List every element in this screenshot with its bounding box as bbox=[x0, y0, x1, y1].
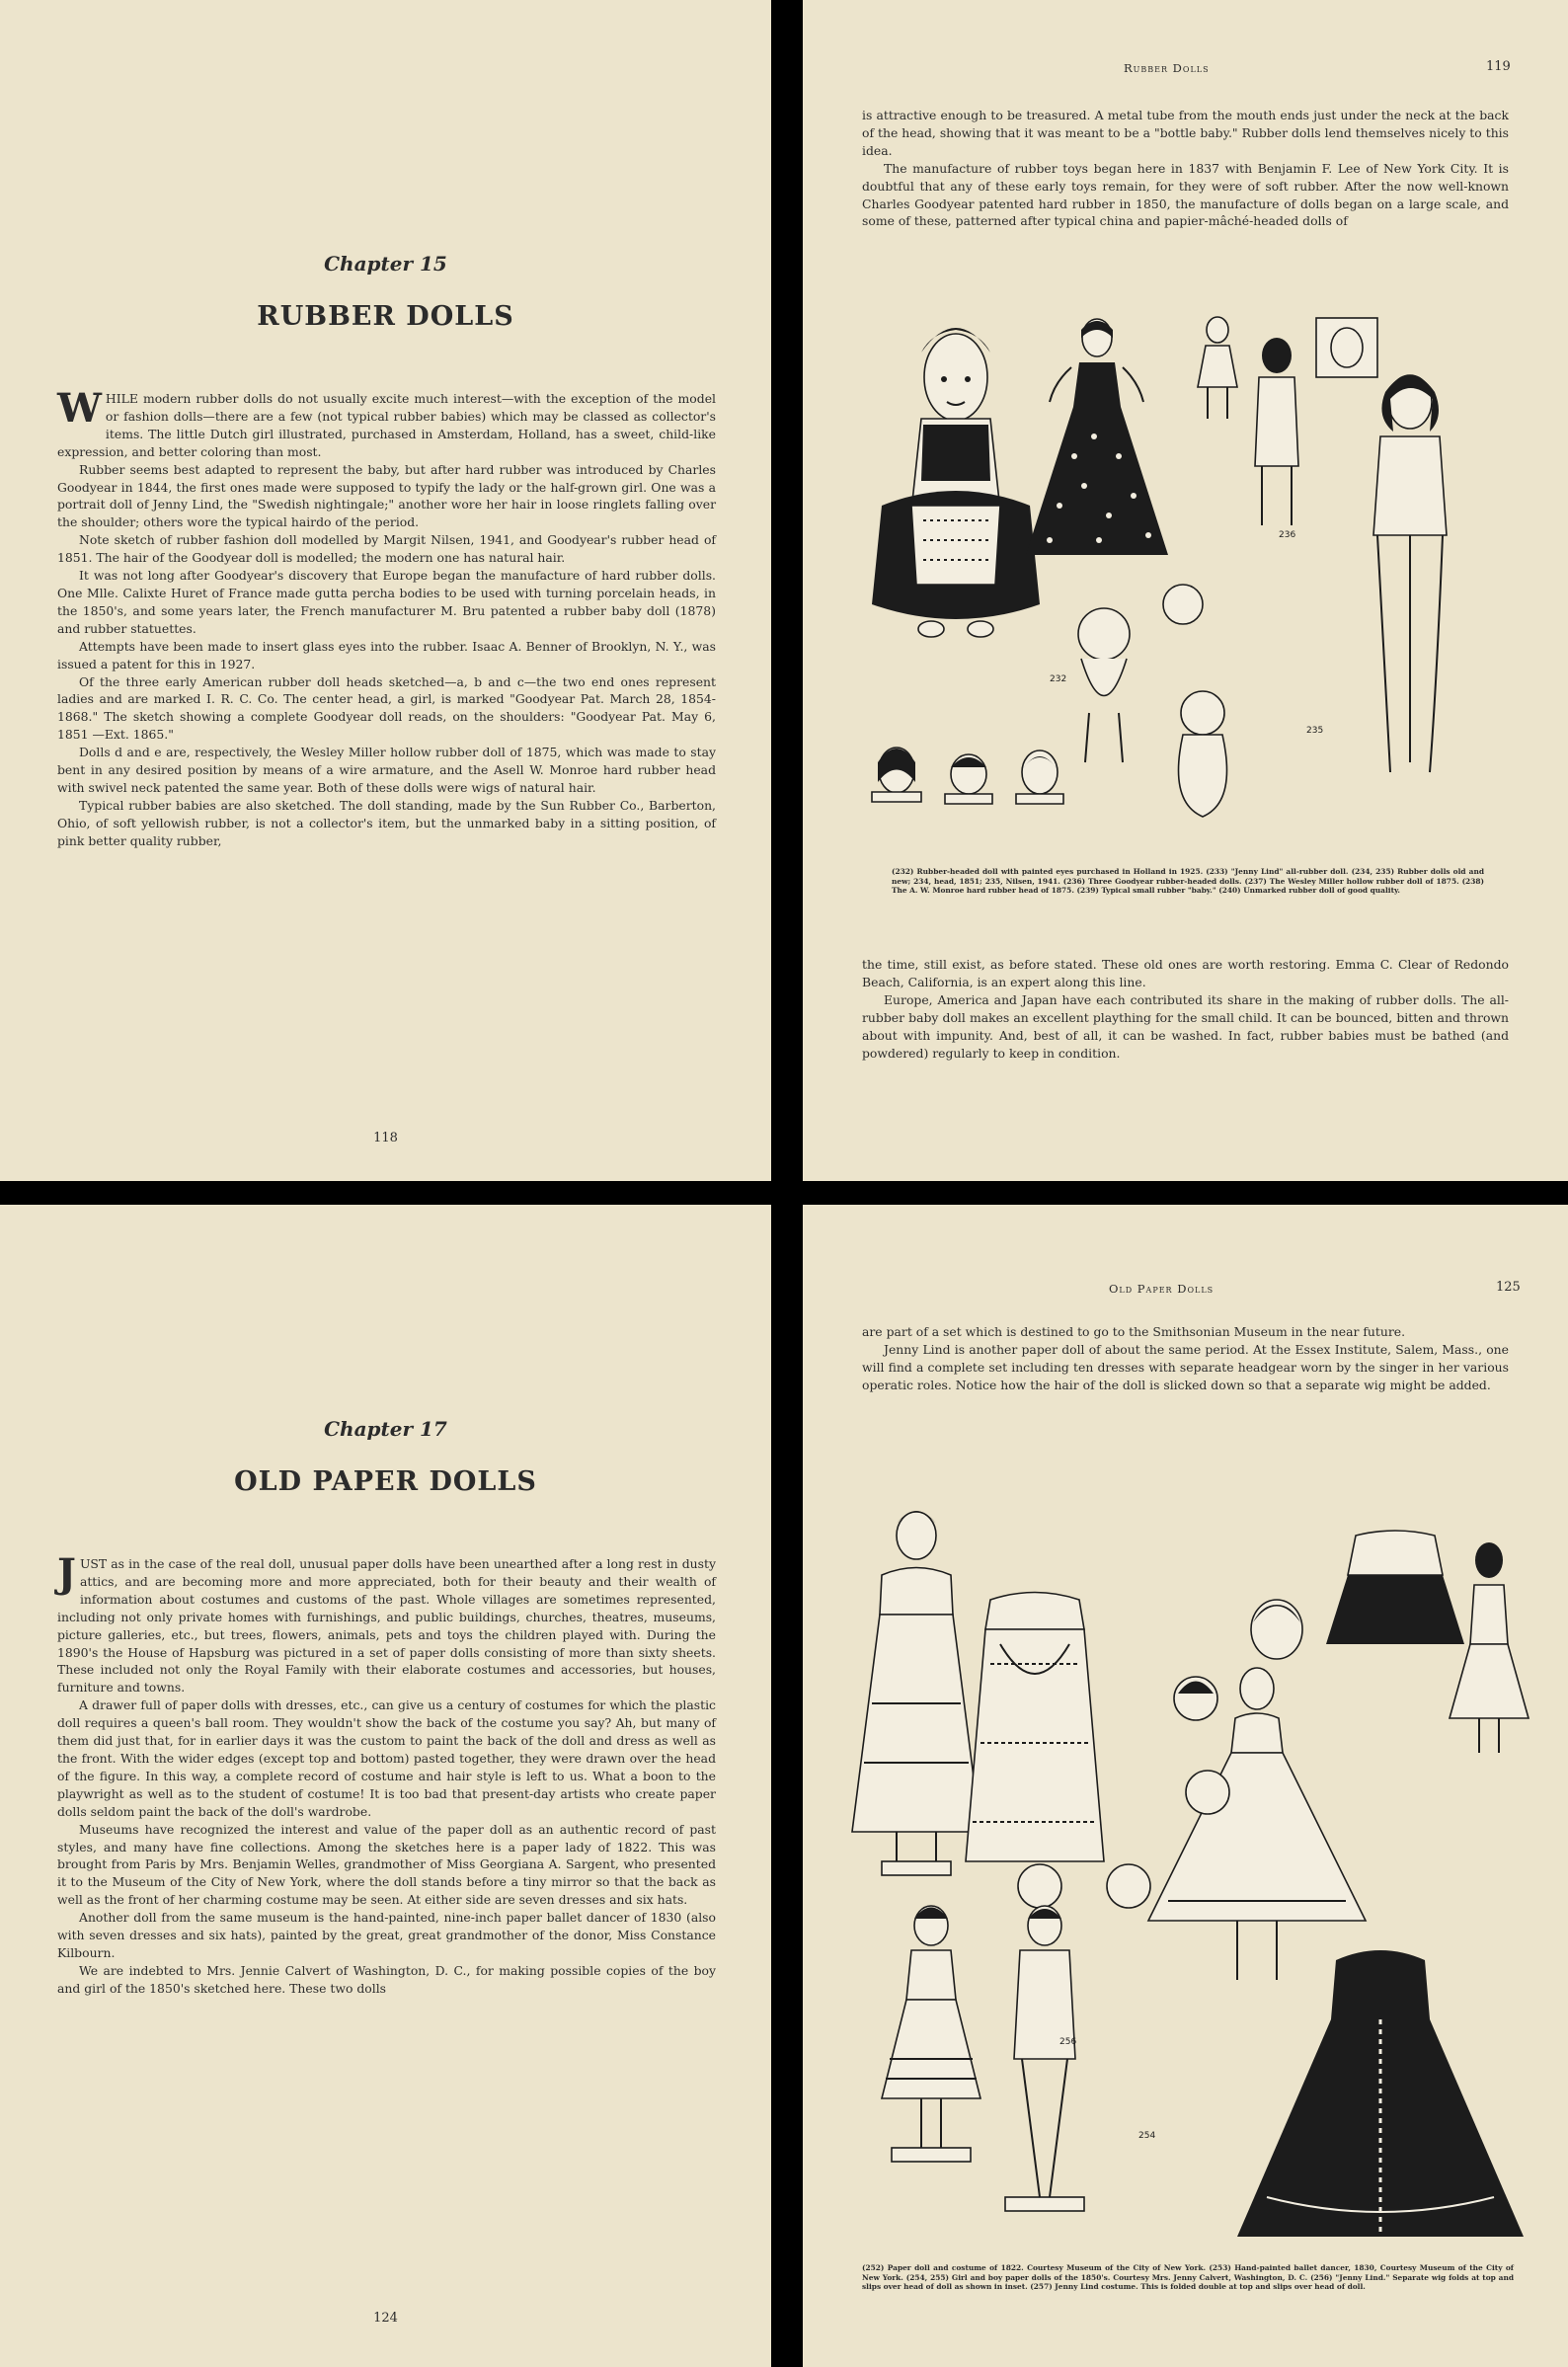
page-number: 125 bbox=[1496, 1280, 1521, 1295]
body-text-bottom bbox=[862, 956, 1509, 1062]
body-text bbox=[57, 385, 716, 850]
paper-lady-1822 bbox=[852, 1511, 980, 1875]
paper-dolls-illustration bbox=[842, 1506, 1533, 2256]
figure-caption: (232) Rubber-headed doll with painted eyes purchased in Holland in 1925. (233) "Jenny Lind" all-rubber doll. (234, 235) Rubber dolls old and new; 234, head, 1851; 235, Nilsen, 1941. (236) Three Goodyear rubber-headed dolls. (237) The Wesley Miller hollow rubber doll of 1875. (238) The A. W. Monroe hard rubber head of 1875. (239) Typical small rubber "baby." (240) Unmarked rubber doll of good quality. bbox=[892, 867, 1484, 896]
girl-paper-doll-1850 bbox=[882, 1906, 980, 2162]
paragraph: Typical rubber babies are also sketched. The doll standing, made by the Sun Rubber Co., Barberton, Ohio, of soft yellowish rubber, is not a collector's item, but the unmarked baby in a sitting position, of pink better quality rubber, bbox=[57, 797, 716, 848]
paragraph: is attractive enough to be treasured. A metal tube from the mouth ends just under the neck at the back of the head, showing that it was meant to be a "bottle baby." Rubber dolls lend themselves nicely to this idea. bbox=[862, 108, 1509, 158]
body-text-top bbox=[862, 1323, 1509, 1394]
three-goodyear-heads bbox=[872, 748, 1063, 804]
rubber-dolls-illustration bbox=[852, 308, 1524, 851]
figure-caption: (252) Paper doll and costume of 1822. Courtesy Museum of the City of New York. (253) Hand-painted ballet dancer, 1830, Courtesy Museum of the City of New York. (254, 255) Girl and boy paper dolls of the 1850's. Courtesy Mrs. Jenny Calvert, Washington, D. C. (256) "Jenny Lind." Separate wig folds at top and slips over head of doll as shown in inset. (257) Jenny Lind costume. This is folded double at top and slips over head of doll. bbox=[862, 2263, 1514, 2292]
paragraph: It was not long after Goodyear's discovery that Europe began the manufacture of hard rubber dolls. One Mlle. Calixte Huret of France made gutta percha bodies to be used with turning porcelain heads, in the 1850's, and some years later, the French manufacturer M. Bru patented a rubber baby doll (1878) and rubber statuettes. bbox=[57, 568, 716, 636]
paragraph: We are indebted to Mrs. Jennie Calvert of Washington, D. C., for making possible copies of the boy and girl of the 1850's sketched here. These two dolls bbox=[57, 1962, 716, 1996]
chapter-label: Chapter 15 bbox=[324, 252, 447, 276]
chapter-title: RUBBER DOLLS bbox=[257, 301, 514, 332]
paragraph: JUST as in the case of the real doll, unusual paper dolls have been unearthed after a long rest in dusty attics, and are becoming more and more appreciated, both for their beauty and their wealth of information about costumes and customs of the past. Whole villages are sometimes represented, including not only private homes with furnishings, and public buildings, churches, theatres, museums, picture galleries, etc., but trees, flowers, animals, pets and toys the children played with. During the 1890's the House of Hapsburg was pictured in a set of paper dolls consisting of more than sixty sheets. These included not only the Royal Family with their elaborate costumes and accessories, but houses, furniture and towns. bbox=[57, 1550, 716, 1696]
page-119 bbox=[803, 0, 1568, 1181]
ballet-costume bbox=[1326, 1531, 1464, 1644]
dress-1822 bbox=[966, 1593, 1104, 1862]
chapter-title: OLD PAPER DOLLS bbox=[234, 1466, 537, 1497]
paragraph: Europe, America and Japan have each contributed its share in the making of rubber dolls. The all-rubber baby doll makes an excellent plaything for the small child. It can be bounced, bitten and thrown about with impunity. And, best of all, it can be washed. In fact, rubber babies must be bathed (and powdered) regularly to keep in condition. bbox=[862, 991, 1509, 1061]
fashion-doll bbox=[1373, 375, 1447, 773]
paragraph: Dolls d and e are, respectively, the Wesley Miller hollow rubber doll of 1875, which was made to stay bent in any desired position by means of a wire armature, and the Asell W. Monroe hard rubber head with swivel neck patented the same year. Both of these dolls were wigs of natural hair. bbox=[57, 745, 716, 795]
paragraph: are part of a set which is destined to go to the Smithsonian Museum in the near future. bbox=[862, 1324, 1406, 1339]
paragraph: the time, still exist, as before stated. These old ones are worth restoring. Emma C. Clear of Redondo Beach, California, is an expert along this line. bbox=[862, 957, 1509, 989]
boy-paper-doll-1850 bbox=[1005, 1906, 1084, 2211]
paragraph: Attempts have been made to insert glass eyes into the rubber. Isaac A. Benner of Brooklyn, N. Y., was issued a patent for this in 1927. bbox=[57, 638, 716, 671]
paragraph: Another doll from the same museum is the hand-painted, nine-inch paper ballet dancer of 1830 (also with seven dresses and six hats), painted by the great, great grandmother of the donor, Miss Constance Kilbourn. bbox=[57, 1910, 716, 1960]
paragraph: The manufacture of rubber toys began here in 1837 with Benjamin F. Lee of New York City. It is doubtful that any of these early toys remain, for they were of soft rubber. After the now well-known Charles Goodyear patented hard rubber in 1850, the manufacture of dolls began on a large scale, and some of these, patterned after typical china and papier-mâché-headed dolls of bbox=[862, 160, 1509, 229]
svg-text:236: 236 bbox=[1279, 530, 1296, 540]
ballet-dancer-1830 bbox=[1148, 1600, 1366, 1980]
svg-text:254: 254 bbox=[1138, 2131, 1156, 2141]
paragraph: Note sketch of rubber fashion doll modelled by Margit Nilsen, 1941, and Goodyear's rubber head of 1851. The hair of the Goodyear doll is modelled; the modern one has natural hair. bbox=[57, 532, 716, 566]
jenny-lind-doll bbox=[1026, 319, 1168, 555]
small-rubber-dolls bbox=[1198, 317, 1377, 525]
paragraph: Jenny Lind is another paper doll of about the same period. At the Essex Institute, Salem, Mass., one will find a complete set including ten dresses with separate headgear worn by the singer in her various operatic roles. Notice how the hair of the doll is slicked down so that a separate wig might be added. bbox=[862, 1341, 1509, 1392]
body-text-top bbox=[862, 107, 1509, 230]
paragraph: WHILE modern rubber dolls do not usually excite much interest—with the exception of the model or fashion dolls—there are a few (not typical rubber babies) which may be classed as collector's items. The little Dutch girl illustrated, purchased in Amsterdam, Holland, has a sweet, child-like expression, and better coloring than most. bbox=[57, 385, 716, 459]
svg-text:232: 232 bbox=[1050, 674, 1067, 684]
jenny-lind-costume bbox=[1237, 1950, 1524, 2237]
folio: 118 bbox=[373, 1131, 398, 1145]
chapter-label: Chapter 17 bbox=[324, 1417, 447, 1441]
running-head: Rubber Dolls bbox=[1124, 61, 1210, 75]
paragraph: Of the three early American rubber doll heads sketched—a, b and c—the two end ones represent ladies and are marked I. R. C. Co. The center head, a girl, is marked "Goodyear Pat. March 28, 1854-1868." The sketch showing a complete Goodyear doll reads, on the shoulders: "Goodyear Pat. May 6, 1851 —Ext. 1865." bbox=[57, 673, 716, 743]
page-118 bbox=[0, 0, 771, 1181]
svg-text:256: 256 bbox=[1059, 2037, 1077, 2047]
folio: 124 bbox=[373, 2311, 398, 2326]
paragraph: Museums have recognized the interest and value of the paper doll as an authentic record of past styles, and many have fine collections. Among the sketches here is a paper lady of 1822. This was brought from Paris by Mrs. Benjamin Welles, grandmother of Miss Georgiana A. Sargent, who presented it to the Museum of the City of New York, where the doll stands before a tiny mirror so that the back as well as the front of her charming costume may be seen. At either side are seven dresses and six hats. bbox=[57, 1821, 716, 1908]
svg-text:235: 235 bbox=[1306, 726, 1324, 736]
page-124 bbox=[0, 1205, 771, 2367]
page-125 bbox=[803, 1205, 1568, 2367]
running-head: Old Paper Dolls bbox=[1109, 1282, 1215, 1296]
paragraph: Rubber seems best adapted to represent the baby, but after hard rubber was introduced by Charles Goodyear in 1844, the first ones made were supposed to typify the lady or the half-grown girl. One was a portrait doll of Jenny Lind, the "Swedish nightingale;" another wore her hair in loose ringlets falling over the shoulder; others wore the typical hairdo of the period. bbox=[57, 461, 716, 530]
standing-girl-doll bbox=[1450, 1542, 1529, 1753]
dutch-girl-doll bbox=[872, 328, 1040, 637]
dropcap: J bbox=[57, 1550, 76, 1597]
rubber-babies bbox=[1078, 585, 1227, 817]
paragraph: A drawer full of paper dolls with dresses, etc., can give us a century of costumes for which the plastic doll requires a queen's ball room. They wouldn't show the back of the costume you say? Ah, but many of them did just that, for in earlier days it was the custom to paint the back of the doll and dress as well as the front. With the wider edges (except top and bottom) pasted together, they were drawn over the head of the figure. In this way, a complete record of costume and hair style is left to us. What a boon to the playwright as well as to the student of costume! It is too bad that present-day artists who create paper dolls seldom paint the back of the doll's wardrobe. bbox=[57, 1697, 716, 1819]
dropcap: W bbox=[57, 385, 102, 432]
body-text bbox=[57, 1550, 716, 1998]
page-number: 119 bbox=[1486, 59, 1511, 74]
